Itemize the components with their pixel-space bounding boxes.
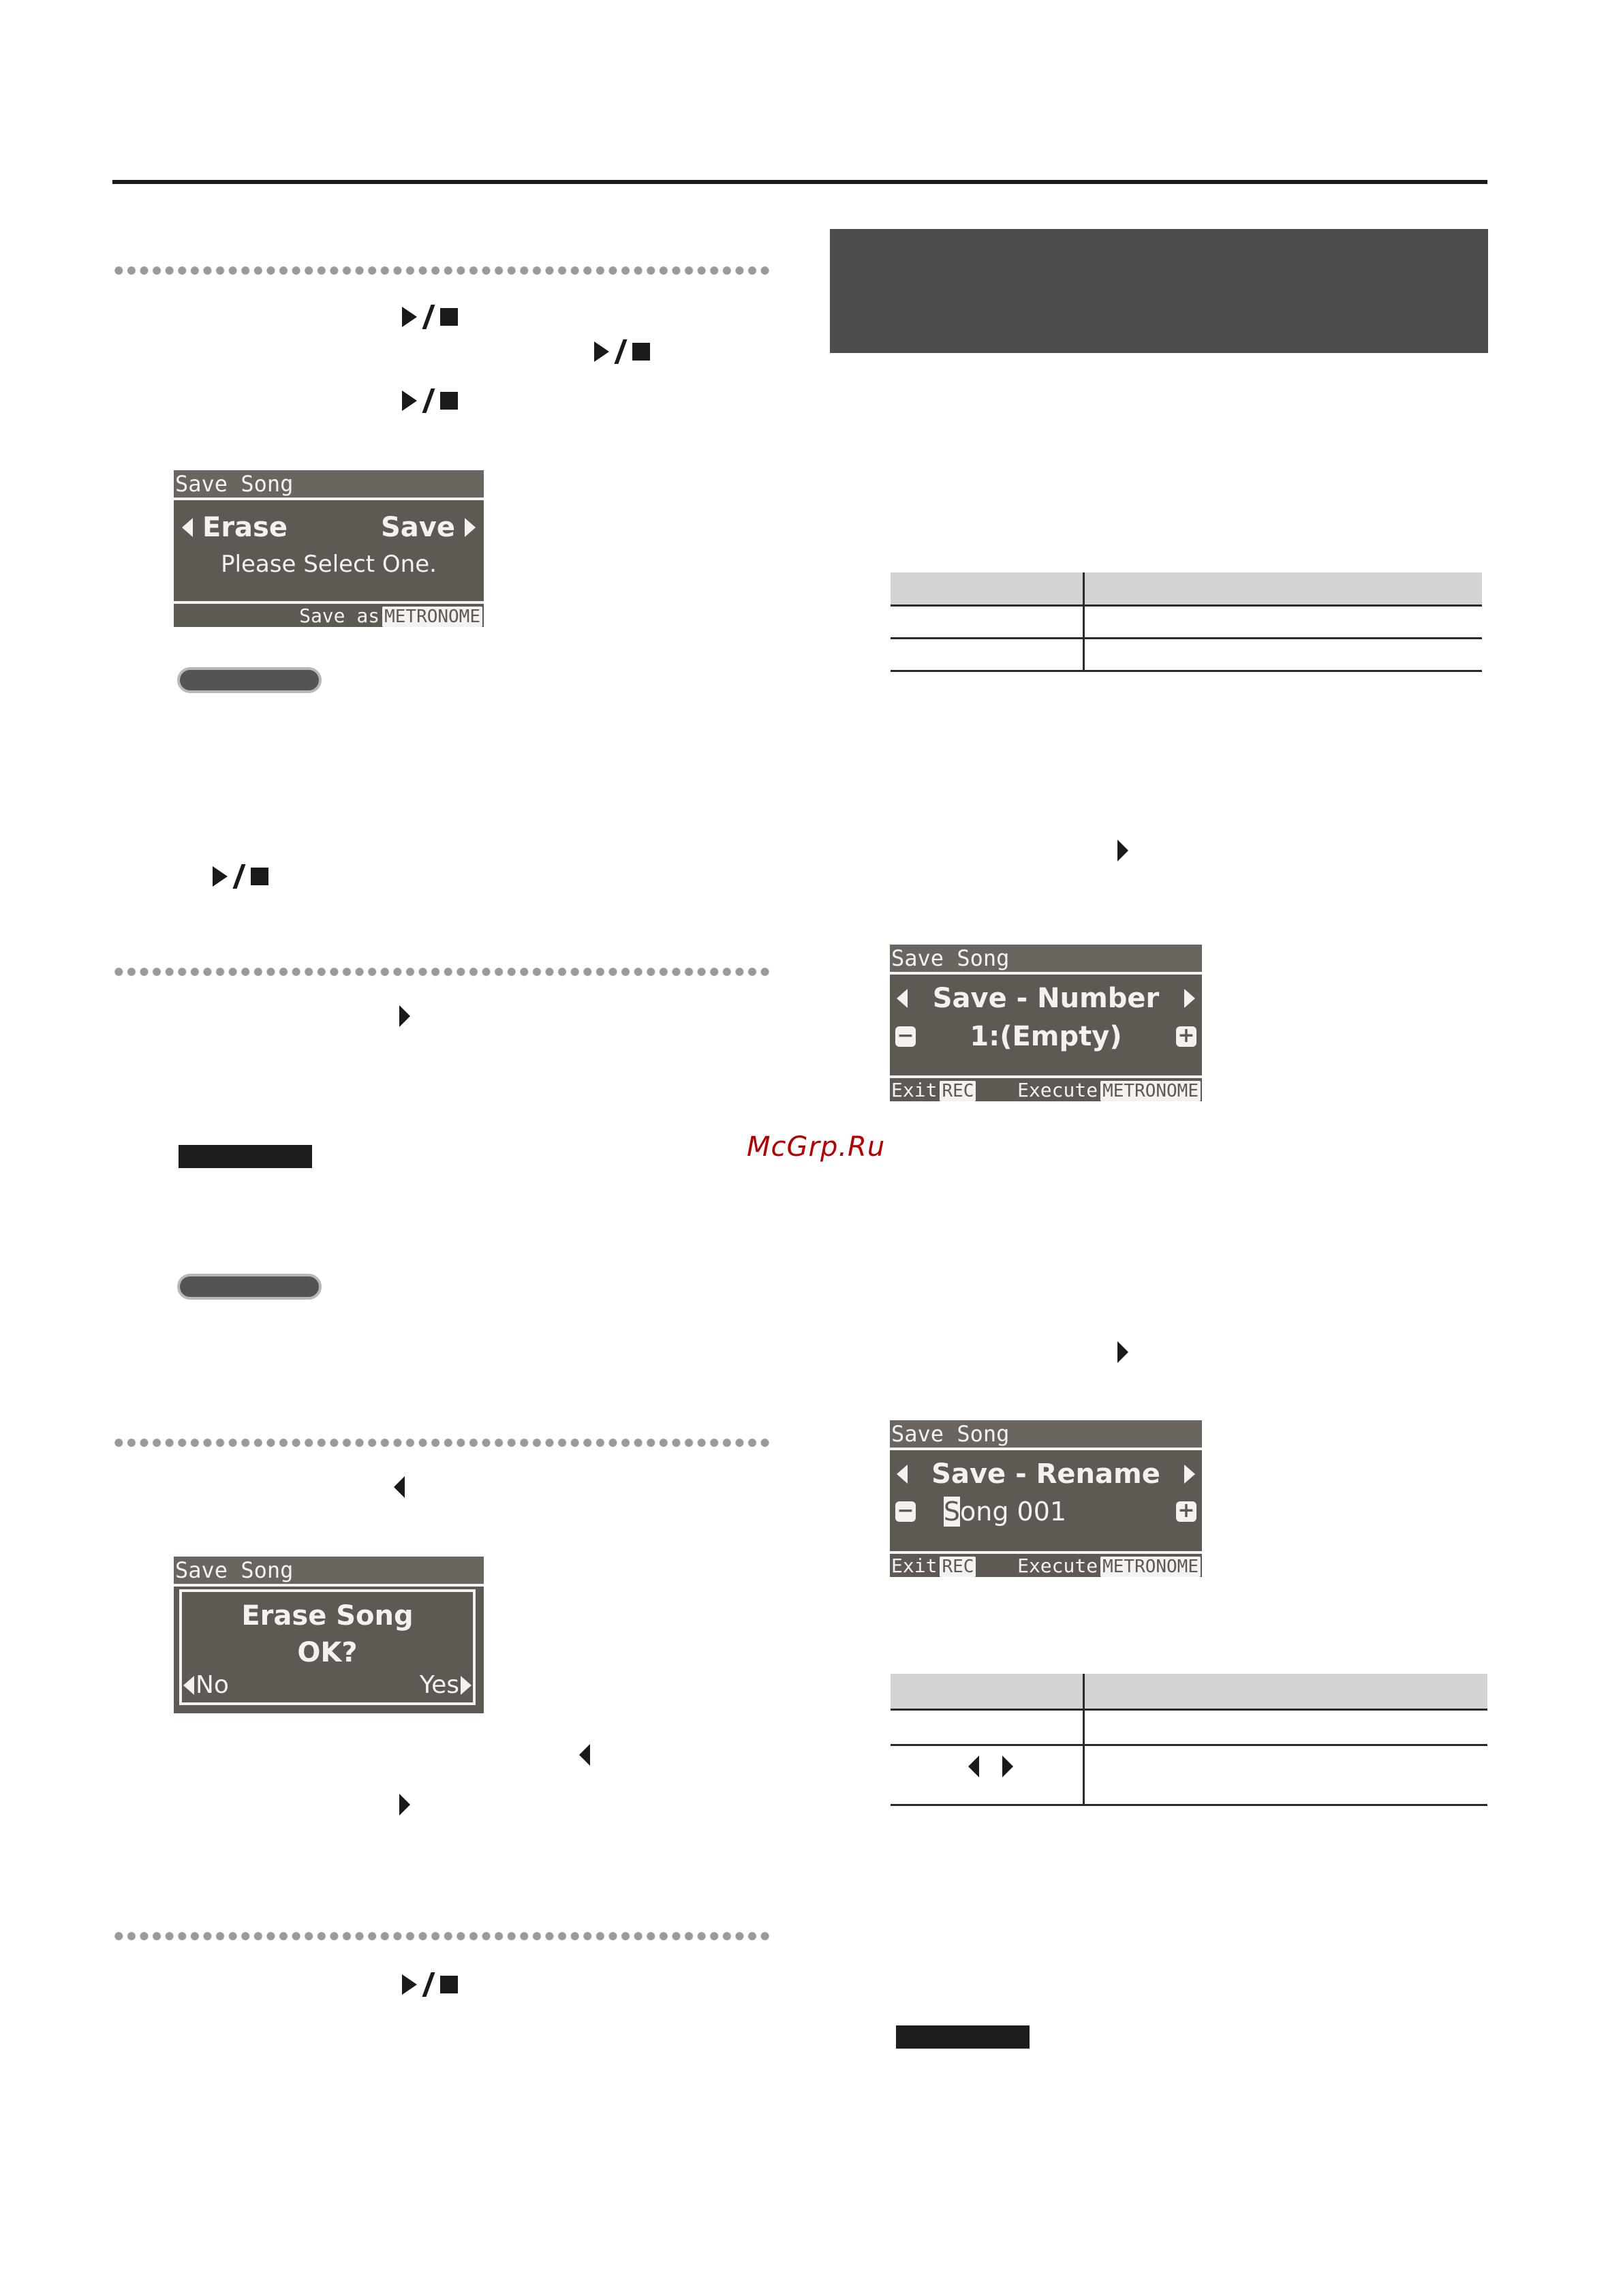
confirm-line1: Erase Song (241, 1600, 414, 1632)
left-arrow-icon (968, 1756, 979, 1777)
metronome-key: METRONOME (1100, 1557, 1201, 1577)
right-arrow-icon (461, 1676, 472, 1695)
yes-choice: Yes (419, 1671, 459, 1699)
left-arrow-icon (182, 518, 193, 537)
play-stop-icon (402, 305, 458, 329)
confirm-line2: OK? (297, 1637, 358, 1668)
left-arrow-icon (897, 989, 908, 1008)
cursor-char: S (943, 1497, 961, 1527)
minus-icon: − (895, 1026, 916, 1047)
minus-icon: − (895, 1501, 916, 1522)
right-arrow-icon (1117, 840, 1128, 861)
lcd-erase-confirm (174, 1557, 484, 1713)
play-stop-icon (213, 864, 268, 889)
memo-label-pill (177, 1274, 322, 1300)
section-divider (112, 967, 772, 977)
section-divider (112, 1438, 772, 1448)
note-label-bar (896, 2025, 1030, 2049)
lcd-save-select (174, 470, 484, 627)
section-header-box (830, 229, 1488, 353)
lcd-save-rename (890, 1420, 1202, 1577)
lcd-message: Please Select One. (221, 551, 437, 578)
plus-icon: + (1176, 1501, 1196, 1522)
play-stop-icon (402, 388, 458, 413)
lcd-save-number (890, 945, 1202, 1101)
memo-label-pill (177, 667, 322, 693)
metronome-key: METRONOME (382, 607, 482, 627)
confirm-frame (179, 1589, 476, 1705)
lcd-title: Save Song (890, 945, 1202, 975)
save-choice: Save (380, 512, 455, 543)
right-arrow-icon (1184, 1465, 1195, 1484)
rec-key: REC (940, 1081, 976, 1101)
left-arrow-icon (897, 1465, 908, 1484)
play-stop-icon (402, 1972, 458, 1997)
note-label-bar (179, 1145, 312, 1168)
no-choice: No (196, 1671, 229, 1699)
execute-label: Execute (1017, 1079, 1098, 1101)
erase-choice: Erase (202, 512, 288, 543)
footer-label: Save as (299, 604, 380, 627)
right-arrow-icon (1184, 989, 1195, 1008)
song-number-value: 1:(Empty) (970, 1021, 1122, 1052)
plus-icon: + (1176, 1026, 1196, 1047)
left-arrow-icon (394, 1476, 405, 1498)
left-arrow-icon (579, 1744, 590, 1766)
right-arrow-icon (465, 518, 476, 537)
right-arrow-icon (399, 1794, 410, 1816)
rec-key: REC (940, 1557, 976, 1577)
save-rename-heading: Save - Rename (931, 1458, 1160, 1490)
watermark: McGrp.Ru (747, 1131, 886, 1163)
top-rule (112, 180, 1487, 184)
exit-label: Exit (891, 1079, 938, 1101)
right-arrow-icon (1117, 1341, 1128, 1363)
metronome-key: METRONOME (1100, 1081, 1201, 1101)
lcd-title: Save Song (890, 1420, 1202, 1450)
section-divider (112, 1931, 772, 1941)
lcd-title: Save Song (174, 470, 484, 500)
play-stop-icon (594, 339, 650, 364)
right-arrow-icon (399, 1005, 410, 1027)
settings-table-1 (891, 572, 1482, 672)
left-arrow-icon (183, 1676, 194, 1695)
right-arrow-icon (1002, 1756, 1013, 1777)
section-divider (112, 266, 772, 275)
exit-label: Exit (891, 1555, 938, 1577)
lcd-title: Save Song (174, 1557, 484, 1587)
save-number-heading: Save - Number (932, 983, 1160, 1014)
execute-label: Execute (1017, 1555, 1098, 1577)
settings-table-2 (891, 1674, 1487, 1806)
song-name-rest: ong 001 (960, 1497, 1067, 1527)
